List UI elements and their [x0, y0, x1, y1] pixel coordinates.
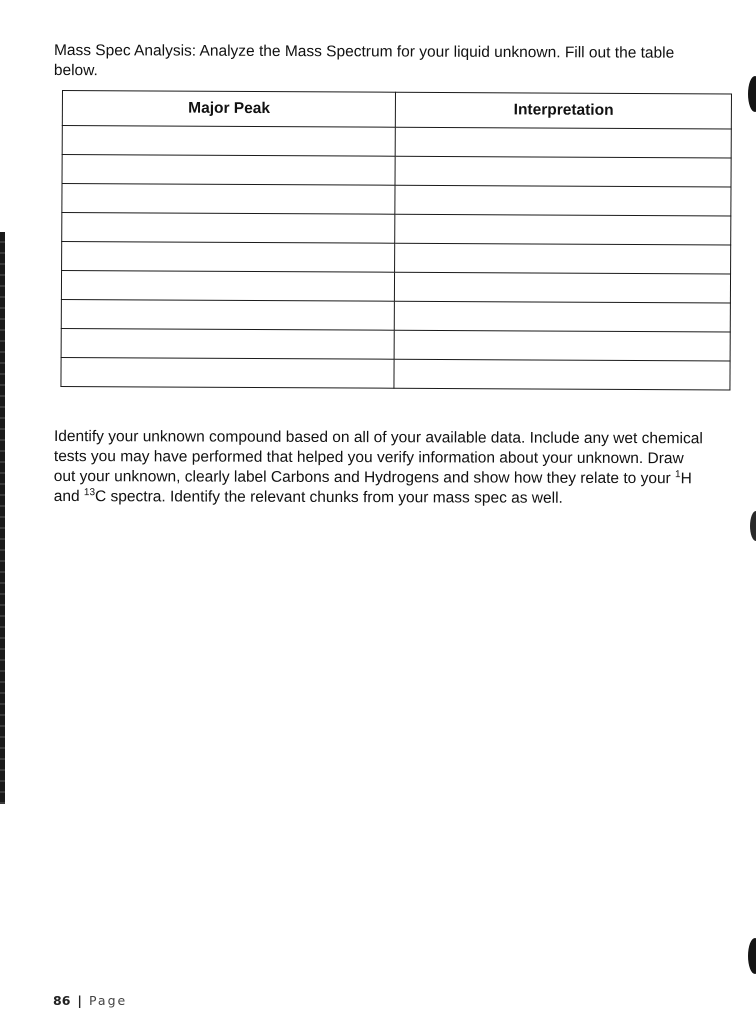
column-header-interpretation: Interpretation — [396, 92, 732, 129]
major-peak-cell[interactable] — [61, 271, 395, 302]
major-peak-cell[interactable] — [62, 213, 396, 244]
major-peak-cell[interactable] — [61, 357, 395, 388]
major-peak-cell[interactable] — [62, 126, 396, 157]
interpretation-cell[interactable] — [395, 272, 731, 303]
page-footer — [53, 993, 127, 1008]
identify-unknown-instructions — [54, 427, 704, 509]
table-row — [62, 126, 731, 159]
table-row — [62, 242, 731, 275]
major-peak-cell[interactable] — [62, 242, 396, 273]
binder-hole-top — [748, 76, 756, 112]
page-label: Page — [88, 993, 128, 1008]
interpretation-cell[interactable] — [395, 185, 731, 216]
table-row — [61, 271, 730, 304]
superscript-13: 13 — [83, 487, 96, 499]
table-row — [61, 328, 730, 361]
binder-hole-bottom — [748, 938, 756, 974]
interpretation-cell[interactable] — [395, 214, 731, 245]
table-row — [61, 357, 730, 390]
interpretation-cell[interactable] — [396, 127, 732, 158]
interpretation-cell[interactable] — [395, 156, 731, 187]
superscript-1: 1 — [675, 469, 681, 481]
footer-separator: | — [77, 993, 82, 1008]
table-row — [61, 299, 730, 332]
major-peak-cell[interactable] — [61, 299, 395, 330]
interpretation-cell[interactable] — [395, 301, 731, 332]
major-peak-cell[interactable] — [62, 184, 396, 215]
interpretation-cell[interactable] — [395, 330, 731, 361]
major-peak-cell[interactable] — [62, 155, 396, 186]
interpretation-cell[interactable] — [394, 359, 730, 390]
instructions-text-part1: Identify your unknown compound based on all of your available data. Include any wet chemical tests you may have performed that helped you verify information about your unknown. Draw out your unknown, clearly label Carbons and Hydrogens and show how they relate to your — [53, 428, 703, 488]
interpretation-cell[interactable] — [395, 243, 731, 274]
mass-spec-peak-table — [60, 90, 732, 391]
column-header-major-peak: Major Peak — [62, 91, 396, 128]
table-row — [62, 184, 731, 217]
page-number: 86 — [53, 993, 71, 1008]
mass-spec-intro: Mass Spec Analysis: Analyze the Mass Spectrum for your liquid unknown. Fill out the table below. — [53, 41, 675, 80]
binding-edge-rule — [0, 232, 5, 804]
table-row — [62, 155, 731, 188]
instructions-text-part3: C spectra. Identify the relevant chunks from your mass spec as well. — [95, 488, 563, 507]
table-header-row — [62, 91, 731, 130]
binder-hole-middle — [750, 511, 756, 541]
table-row — [62, 213, 731, 246]
major-peak-cell[interactable] — [61, 328, 395, 359]
instructions-text-part2: H and — [53, 470, 692, 506]
